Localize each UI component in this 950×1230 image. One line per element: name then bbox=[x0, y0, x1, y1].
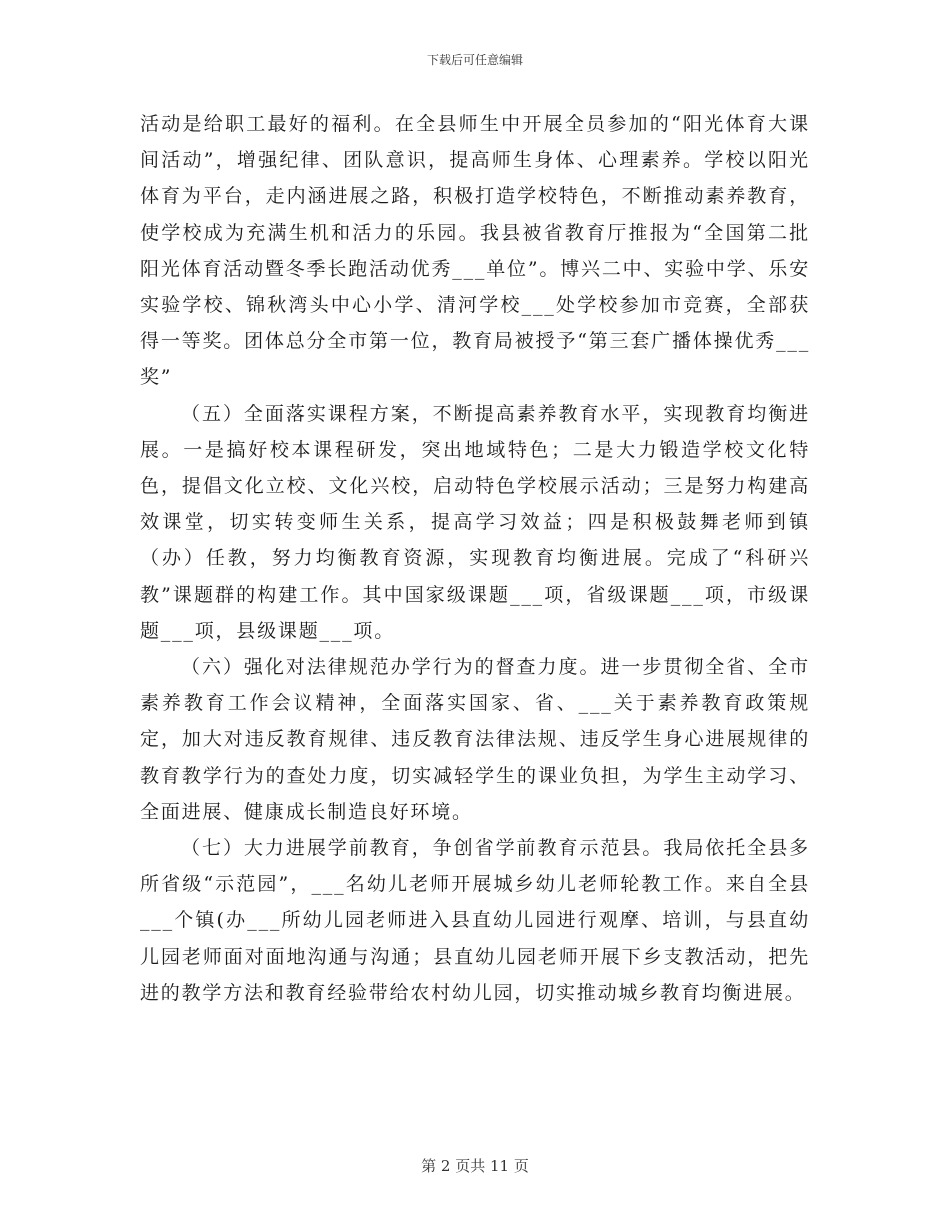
page-header: 下载后可任意编辑 bbox=[426, 53, 523, 67]
page-number-footer: 第 2 页共 11 页 bbox=[421, 1157, 529, 1175]
paragraph-continued-activities: 活动是给职工最好的福利。在全县师生中开展全员参加的“阳光体育大课间活动”，增强纪律、团队意识，提高师生身体、心理素养。学校以阳光体育为平台，走内涵进展之路，积极打造学校特色，不断推动素养教育，使学校成为充满生机和活力的乐园。我县被省教育厅推报为“全国第二批阳光体育活动暨冬季长跑活动优秀___单位”。博兴二中、实验中学、乐安实验学校、锦秋湾头中心小学、清河学校___处学校参加市竞赛，全部获得一等奖。团体总分全市第一位，教育局被授予“第三套广播体操优秀___奖” bbox=[140, 113, 810, 389]
paragraph-section-five: （五）全面落实课程方案，不断提高素养教育水平，实现教育均衡进展。一是搞好校本课程研发，突出地域特色；二是大力锻造学校文化特色，提倡文化立校、文化兴校，启动特色学校展示活动；三是努力构建高效课堂，切实转变师生关系，提高学习效益；四是积极鼓舞老师到镇（办）任教，努力均衡教育资源，实现教育均衡进展。完成了“科研兴教”课题群的构建工作。其中国家级课题___项，省级课题___项，市级课题___项，县级课题___项。 bbox=[140, 402, 810, 642]
document-body bbox=[140, 106, 810, 1011]
paragraph-section-seven: （七）大力进展学前教育，争创省学前教育示范县。我局依托全县多所省级“示范园”，___名幼儿老师开展城乡幼儿老师轮教工作。来自全县___个镇(办___所幼儿园老师进入县直幼儿园进行观摩、培训，与县直幼儿园老师面对面地沟通与沟通；县直幼儿园老师开展下乡支教活动，把先进的教学方法和教育经验带给农村幼儿园，切实推动城乡教育均衡进展。 bbox=[140, 837, 810, 1004]
paragraph-section-six: （六）强化对法律规范办学行为的督查力度。进一步贯彻全省、全市素养教育工作会议精神，全面落实国家、省、___关于素养教育政策规定，加大对违反教育规律、违反教育法律法规、违反学生身心进展规律的教育教学行为的查处力度，切实减轻学生的课业负担，为学生主动学习、全面进展、健康成长制造良好环境。 bbox=[140, 656, 810, 823]
